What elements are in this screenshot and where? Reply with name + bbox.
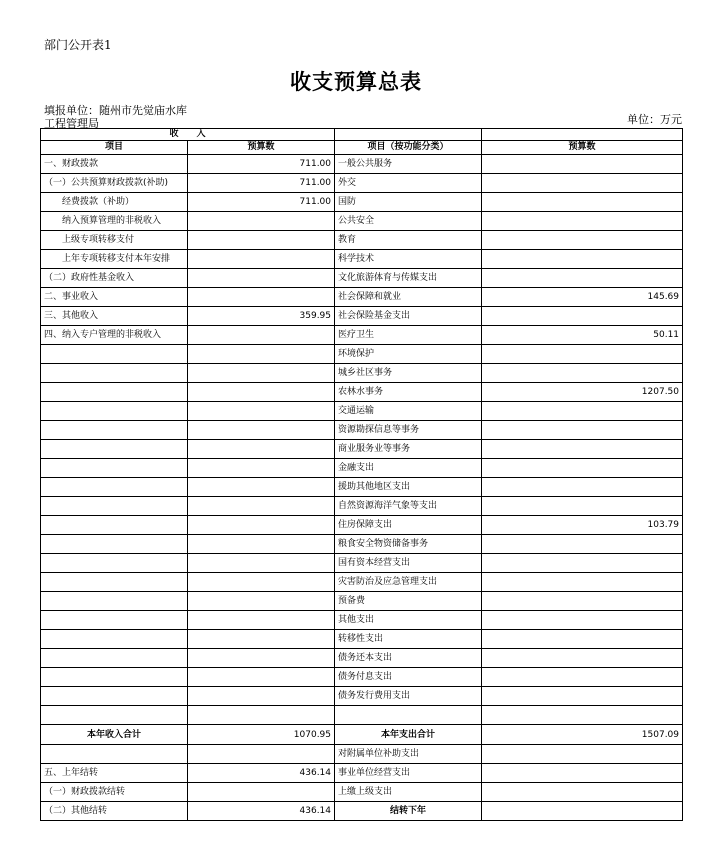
expense-amount-cell — [482, 802, 683, 821]
expense-item-header: 项目（按功能分类） — [335, 141, 482, 155]
expense-item-cell: 转移性支出 — [335, 630, 482, 649]
expense-item-cell: 农林水事务 — [335, 383, 482, 402]
income-amount-cell — [188, 668, 335, 687]
income-amount-cell — [188, 345, 335, 364]
table-row — [41, 440, 683, 459]
expense-budget-header: 预算数 — [482, 141, 683, 155]
table-row — [41, 345, 683, 364]
table-row — [41, 288, 683, 307]
income-amount-cell — [188, 516, 335, 535]
table-row — [41, 611, 683, 630]
budget-table — [40, 128, 683, 821]
table-row — [41, 193, 683, 212]
income-group-header: 收 入 — [41, 129, 335, 141]
expense-amount-cell — [482, 535, 683, 554]
table-row — [41, 402, 683, 421]
table-row — [41, 668, 683, 687]
income-item-cell — [41, 516, 188, 535]
expense-amount-cell — [482, 212, 683, 231]
expense-amount-cell — [482, 174, 683, 193]
table-row — [41, 478, 683, 497]
income-amount-cell — [188, 535, 335, 554]
table-row — [41, 307, 683, 326]
expense-item-cell: 住房保障支出 — [335, 516, 482, 535]
expense-amount-cell — [482, 193, 683, 212]
expense-total-amount: 1507.09 — [482, 725, 683, 745]
expense-item-cell: 国有资本经营支出 — [335, 554, 482, 573]
table-row — [41, 764, 683, 783]
income-amount-cell — [188, 459, 335, 478]
expense-amount-cell — [482, 706, 683, 725]
income-amount-cell — [188, 231, 335, 250]
expense-item-cell: 上缴上级支出 — [335, 783, 482, 802]
expense-item-cell: 预备费 — [335, 592, 482, 611]
table-row — [41, 231, 683, 250]
table-row — [41, 573, 683, 592]
expense-amount-cell — [482, 668, 683, 687]
income-amount-cell: 436.14 — [188, 764, 335, 783]
expense-item-cell: 社会保险基金支出 — [335, 307, 482, 326]
income-item-cell — [41, 364, 188, 383]
expense-amount-cell — [482, 364, 683, 383]
expense-item-cell: 科学技术 — [335, 250, 482, 269]
table-row — [41, 554, 683, 573]
header-blank — [482, 129, 683, 141]
page-title: 收支预算总表 — [290, 69, 422, 94]
table-row — [41, 497, 683, 516]
expense-amount-cell — [482, 630, 683, 649]
income-amount-cell — [188, 288, 335, 307]
income-amount-cell — [188, 364, 335, 383]
income-amount-cell — [188, 250, 335, 269]
income-item-cell — [41, 478, 188, 497]
expense-item-cell: 城乡社区事务 — [335, 364, 482, 383]
income-amount-cell — [188, 630, 335, 649]
income-total-amount: 1070.95 — [188, 725, 335, 745]
income-amount-cell — [188, 440, 335, 459]
expense-amount-cell — [482, 269, 683, 288]
table-row — [41, 326, 683, 345]
expense-amount-cell — [482, 611, 683, 630]
expense-item-cell — [335, 706, 482, 725]
income-item-cell — [41, 668, 188, 687]
income-item-cell: （一）财政拨款结转 — [41, 783, 188, 802]
table-row — [41, 364, 683, 383]
income-amount-cell — [188, 649, 335, 668]
income-item-cell — [41, 592, 188, 611]
income-item-header: 项目 — [41, 141, 188, 155]
income-item-cell: 三、其他收入 — [41, 307, 188, 326]
income-item-cell: 一、财政拨款 — [41, 155, 188, 174]
income-amount-cell — [188, 745, 335, 764]
income-item-cell — [41, 421, 188, 440]
income-amount-cell — [188, 269, 335, 288]
expense-item-cell: 金融支出 — [335, 459, 482, 478]
expense-item-cell: 援助其他地区支出 — [335, 478, 482, 497]
expense-item-cell: 文化旅游体育与传媒支出 — [335, 269, 482, 288]
expense-amount-cell: 103.79 — [482, 516, 683, 535]
expense-item-cell: 债务发行费用支出 — [335, 687, 482, 706]
form-label: 部门公开表1 — [44, 38, 112, 52]
expense-item-cell: 资源勘探信息等事务 — [335, 421, 482, 440]
expense-item-cell: 结转下年 — [335, 802, 482, 821]
expense-amount-cell — [482, 497, 683, 516]
table-row — [41, 687, 683, 706]
expense-item-cell: 债务还本支出 — [335, 649, 482, 668]
header-blank — [335, 129, 482, 141]
income-item-cell — [41, 497, 188, 516]
expense-amount-cell — [482, 440, 683, 459]
expense-item-cell: 一般公共服务 — [335, 155, 482, 174]
table-row — [41, 802, 683, 821]
income-total-label: 本年收入合计 — [41, 725, 188, 745]
income-item-cell — [41, 687, 188, 706]
income-amount-cell — [188, 611, 335, 630]
income-item-cell — [41, 630, 188, 649]
income-amount-cell — [188, 497, 335, 516]
expense-amount-cell — [482, 250, 683, 269]
expense-amount-cell — [482, 783, 683, 802]
expense-amount-cell — [482, 649, 683, 668]
income-amount-cell — [188, 478, 335, 497]
income-item-cell: 上级专项转移支付 — [41, 231, 188, 250]
expense-item-cell: 灾害防治及应急管理支出 — [335, 573, 482, 592]
expense-amount-cell — [482, 573, 683, 592]
income-item-cell — [41, 459, 188, 478]
expense-amount-cell — [482, 764, 683, 783]
income-item-cell — [41, 554, 188, 573]
expense-amount-cell — [482, 745, 683, 764]
table-row — [41, 421, 683, 440]
table-row — [41, 212, 683, 231]
table-row — [41, 459, 683, 478]
table-row — [41, 155, 683, 174]
expense-amount-cell — [482, 307, 683, 326]
expense-item-cell: 债务付息支出 — [335, 668, 482, 687]
table-row — [41, 630, 683, 649]
income-amount-cell: 359.95 — [188, 307, 335, 326]
expense-item-cell: 对附属单位补助支出 — [335, 745, 482, 764]
income-item-cell — [41, 706, 188, 725]
expense-amount-cell — [482, 687, 683, 706]
expense-item-cell: 自然资源海洋气象等支出 — [335, 497, 482, 516]
table-row — [41, 269, 683, 288]
income-item-cell: 经费拨款（补助） — [41, 193, 188, 212]
table-row — [41, 592, 683, 611]
income-item-cell: （二）其他结转 — [41, 802, 188, 821]
filler-unit: 填报单位：随州市先觉庙水库工程管理局 — [44, 104, 187, 128]
table-row — [41, 174, 683, 193]
income-amount-cell: 711.00 — [188, 174, 335, 193]
expense-item-cell: 国防 — [335, 193, 482, 212]
expense-total-label: 本年支出合计 — [335, 725, 482, 745]
income-amount-cell — [188, 421, 335, 440]
income-amount-cell — [188, 706, 335, 725]
income-item-cell: 上年专项转移支付本年安排 — [41, 250, 188, 269]
expense-item-cell: 其他支出 — [335, 611, 482, 630]
income-item-cell — [41, 345, 188, 364]
expense-amount-cell — [482, 231, 683, 250]
expense-amount-cell — [482, 592, 683, 611]
table-row — [41, 383, 683, 402]
totals-row — [41, 725, 683, 745]
expense-amount-cell — [482, 402, 683, 421]
expense-item-cell: 交通运输 — [335, 402, 482, 421]
income-item-cell — [41, 573, 188, 592]
table-row — [41, 649, 683, 668]
income-amount-cell: 711.00 — [188, 155, 335, 174]
table-row — [41, 535, 683, 554]
income-amount-cell — [188, 573, 335, 592]
table-row — [41, 783, 683, 802]
expense-amount-cell: 145.69 — [482, 288, 683, 307]
income-amount-cell — [188, 383, 335, 402]
income-amount-cell — [188, 687, 335, 706]
expense-amount-cell: 1207.50 — [482, 383, 683, 402]
income-amount-cell — [188, 783, 335, 802]
income-item-cell: 二、事业收入 — [41, 288, 188, 307]
expense-item-cell: 公共安全 — [335, 212, 482, 231]
income-item-cell — [41, 745, 188, 764]
expense-item-cell: 医疗卫生 — [335, 326, 482, 345]
income-budget-header: 预算数 — [188, 141, 335, 155]
income-item-cell — [41, 440, 188, 459]
income-amount-cell — [188, 592, 335, 611]
expense-item-cell: 教育 — [335, 231, 482, 250]
expense-item-cell: 环境保护 — [335, 345, 482, 364]
table-row — [41, 250, 683, 269]
income-item-cell — [41, 611, 188, 630]
table-row — [41, 516, 683, 535]
expense-item-cell: 事业单位经营支出 — [335, 764, 482, 783]
income-item-cell: （二）政府性基金收入 — [41, 269, 188, 288]
expense-amount-cell — [482, 155, 683, 174]
income-amount-cell: 711.00 — [188, 193, 335, 212]
income-amount-cell: 436.14 — [188, 802, 335, 821]
expense-amount-cell — [482, 459, 683, 478]
expense-item-cell: 粮食安全物资储备事务 — [335, 535, 482, 554]
income-item-cell: 四、纳入专户管理的非税收入 — [41, 326, 188, 345]
income-item-cell — [41, 535, 188, 554]
income-amount-cell — [188, 554, 335, 573]
income-item-cell — [41, 402, 188, 421]
income-item-cell — [41, 383, 188, 402]
expense-amount-cell — [482, 345, 683, 364]
expense-item-cell: 商业服务业等事务 — [335, 440, 482, 459]
expense-item-cell: 外交 — [335, 174, 482, 193]
income-item-cell: 五、上年结转 — [41, 764, 188, 783]
expense-amount-cell — [482, 554, 683, 573]
income-amount-cell — [188, 402, 335, 421]
expense-item-cell: 社会保障和就业 — [335, 288, 482, 307]
expense-amount-cell — [482, 421, 683, 440]
expense-amount-cell — [482, 478, 683, 497]
unit-label: 单位：万元 — [627, 113, 682, 126]
income-amount-cell — [188, 326, 335, 345]
table-row — [41, 745, 683, 764]
expense-amount-cell: 50.11 — [482, 326, 683, 345]
income-item-cell: 纳入预算管理的非税收入 — [41, 212, 188, 231]
income-item-cell — [41, 649, 188, 668]
income-item-cell: （一）公共预算财政拨款(补助) — [41, 174, 188, 193]
income-amount-cell — [188, 212, 335, 231]
table-row — [41, 706, 683, 725]
